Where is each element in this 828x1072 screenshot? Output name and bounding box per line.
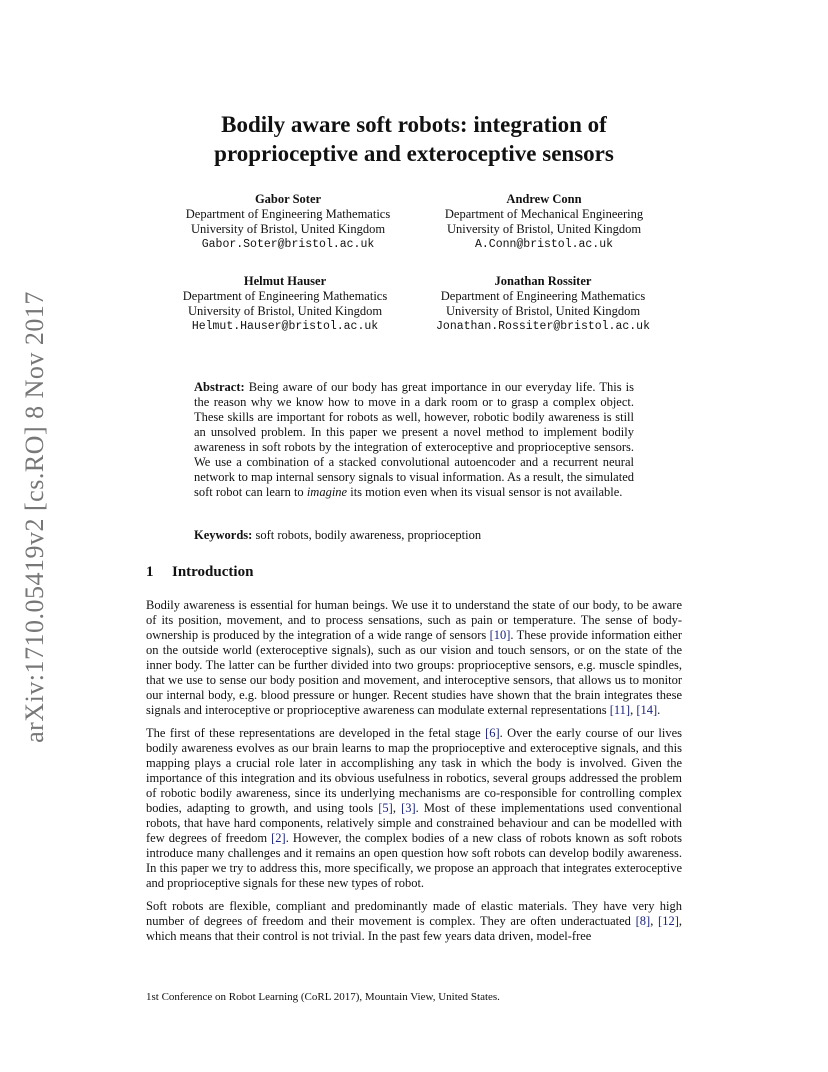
author-department: Department of Engineering Mathematics (440, 289, 646, 303)
author-department: Department of Engineering Mathematics (182, 289, 388, 303)
paragraph (146, 598, 682, 718)
arxiv-sidebar (20, 285, 50, 750)
author-email: Helmut.Hauser@bristol.ac.uk (191, 320, 379, 333)
text-run: Soft robots are flexible, compliant and predominantly made of elastic materials. They have very high number of degrees of freedom and their movement is complex. They are often underactuated (146, 899, 682, 928)
text-run: , which means that their control is not trivial. In the past few years data driven, model-free (146, 914, 682, 943)
citation-link[interactable]: [2] (271, 831, 286, 845)
citation-link[interactable]: [3] (401, 801, 416, 815)
text-run: , (630, 703, 637, 717)
footnote: 1st Conference on Robot Learning (CoRL 2017), Mountain View, United States. (146, 991, 500, 1003)
author-name: Helmut Hauser (243, 274, 327, 288)
abstract-text: Being aware of our body has great importance in our everyday life. This is the reason why we know how to move in a dark room or to grasp a complex object. These skills are important for robots as well, however, robotic bodily awareness is still an unsolved problem. In this paper we present a novel method to implement bodily awareness in soft robots by the integration of exteroceptive and proprioceptive sensors. We use a combination of a stacked convolutional autoencoder and a recurrent neural network to map internal sensory signals to visual information. As a result, the simulated soft robot can learn to (194, 380, 634, 499)
body-text (146, 598, 682, 952)
text-run: . However, the complex bodies of a new class of robots known as soft robots introduce many challenges and it remains an open question how soft robots can develop bodily awareness. In this paper we try to address this, more specifically, we propose an approach that integrates exteroceptive and proprioceptive signals for these new types of robot. (146, 831, 682, 890)
arxiv-identifier: arXiv:1710.05419v2 [cs.RO] 8 Nov 2017 (20, 291, 49, 743)
author-email: Jonathan.Rossiter@bristol.ac.uk (436, 320, 650, 333)
keywords-text: soft robots, bodily awareness, proprioception (252, 528, 482, 542)
text-run: . Most of these implementations used conventional robots, that have hard components, relatively simple and constrained behaviour and can be modelled with few degrees of freedom (146, 801, 683, 845)
keywords-label: Keywords: (194, 528, 253, 542)
abstract-italic: imagine (306, 485, 348, 499)
paper-title (0, 110, 828, 168)
author-email: Gabor.Soter@bristol.ac.uk (201, 238, 375, 251)
author-name: Jonathan Rossiter (494, 274, 592, 288)
text-run: The first of these representations are developed in the fetal stage (146, 726, 486, 740)
author-department: Department of Engineering Mathematics (185, 207, 391, 221)
author-block (413, 274, 673, 334)
author-university: University of Bristol, United Kingdom (187, 304, 383, 318)
author-university: University of Bristol, United Kingdom (445, 304, 641, 318)
author-block (158, 192, 418, 252)
text-run: , (650, 914, 659, 928)
citation-link[interactable]: [12] (658, 914, 679, 928)
author-university: University of Bristol, United Kingdom (446, 222, 642, 236)
author-department: Department of Mechanical Engineering (444, 207, 644, 221)
author-email: A.Conn@bristol.ac.uk (474, 238, 614, 251)
paper-title-line-1: Bodily aware soft robots: integration of (221, 112, 607, 137)
paragraph (146, 899, 682, 944)
citation-link[interactable]: [11] (609, 703, 631, 717)
text-run: . (657, 703, 661, 717)
abstract (194, 380, 634, 500)
citation-link[interactable]: [8] (635, 914, 651, 928)
author-block (414, 192, 674, 252)
text-run: , (392, 801, 402, 815)
keywords (194, 528, 634, 543)
abstract-label: Abstract: (194, 380, 245, 394)
citation-link[interactable]: [10] (489, 628, 511, 642)
paragraph (146, 726, 682, 891)
section-title: Introduction (172, 564, 254, 580)
author-name: Andrew Conn (506, 192, 582, 206)
citation-link[interactable]: [6] (485, 726, 500, 740)
author-block (155, 274, 415, 334)
text-run: . Over the early course of our lives bodily awareness evolves as our brain learns to map the proprioceptive and exteroceptive signals, and this mapping plays a crucial role later in accomplishing any task in which the body is involved. Given the importance of this integration and its obvious usefulness in robotics, several groups addressed the problem of robotic bodily awareness, since its underlying mechanisms are co-responsible for controlling complex bodies, adapting to growth, and using tools (146, 726, 682, 815)
author-university: University of Bristol, United Kingdom (190, 222, 386, 236)
text-run: Bodily awareness is essential for human beings. We use it to understand the state of our body, to be aware of its position, movement, and to process sensations, such as pain or temperature. The sense of body-ownership is produced by the integration of a wide range of sensors (146, 598, 682, 642)
text-run: . These provide information either on the outside world (exteroceptive signals), such as our vision and touch sensors, or on the state of the inner body. The latter can be further divided into two groups: proprioceptive sensors, e.g. muscle spindles, that we use to sense our body position and movement, and interoceptive sensors, that allows us to monitor our internal body, e.g. blood pressure or hunger. Recent studies have shown that the brain integrates these signals and interoceptive or proprioceptive awareness can modulate external representations (146, 628, 682, 717)
abstract-text-end: its motion even when its visual sensor is not available. (347, 485, 623, 499)
section-heading (146, 564, 253, 581)
citation-link[interactable]: [5] (378, 801, 393, 815)
section-number: 1 (146, 564, 154, 580)
citation-link[interactable]: [14] (636, 703, 658, 717)
author-name: Gabor Soter (254, 192, 322, 206)
paper-title-line-2: proprioceptive and exteroceptive sensors (214, 141, 614, 166)
